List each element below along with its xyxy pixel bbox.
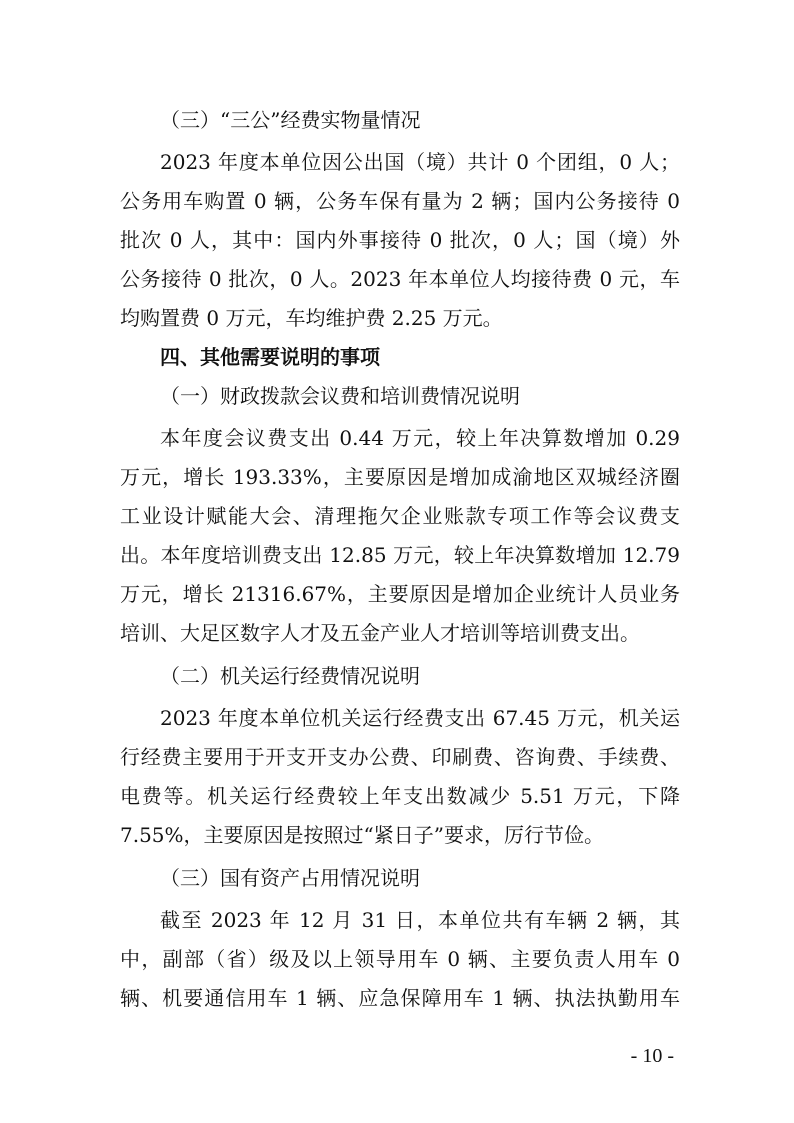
paragraph-line: 电费等。机关运行经费较上年支出数减少 5.51 万元，下降: [120, 784, 680, 808]
paragraph-line: 辆、机要通信用车 1 辆、应急保障用车 1 辆、执法执勤用车: [120, 986, 680, 1010]
paragraph-line: 7.55%，主要原因是按照过“紧日子”要求，厉行节俭。: [120, 823, 604, 847]
section-heading-sangong: （三）“三公”经费实物量情况: [160, 108, 421, 132]
paragraph-line: 行经费主要用于开支开支办公费、印刷费、咨询费、手续费、: [120, 745, 680, 769]
paragraph-line: 公务用车购置 0 辆，公务车保有量为 2 辆；国内公务接待 0: [120, 189, 680, 213]
paragraph-line: 均购置费 0 万元，车均维护费 2.25 万元。: [120, 306, 503, 330]
paragraph-line: 出。本年度培训费支出 12.85 万元，较上年决算数增加 12.79: [120, 543, 680, 567]
paragraph-line: 批次 0 人，其中：国内外事接待 0 批次，0 人；国（境）外: [120, 228, 680, 252]
paragraph-line: 公务接待 0 批次，0 人。2023 年本单位人均接待费 0 元，车: [120, 267, 680, 291]
section-heading-other-matters: 四、其他需要说明的事项: [160, 345, 380, 369]
paragraph-line: 截至 2023 年 12 月 31 日，本单位共有车辆 2 辆，其: [160, 908, 680, 932]
paragraph-line: 万元，增长 21316.67%，主要原因是增加企业统计人员业务: [120, 582, 680, 606]
page-number: - 10 -: [630, 1045, 674, 1067]
paragraph-line: 2023 年度本单位因公出国（境）共计 0 个团组，0 人；: [160, 150, 680, 174]
paragraph-line: 本年度会议费支出 0.44 万元，较上年决算数增加 0.29: [160, 426, 680, 450]
paragraph-line: 培训、大足区数字人才及五金产业人才培训等培训费支出。: [120, 621, 640, 645]
paragraph-line: 工业设计赋能大会、清理拖欠企业账款专项工作等会议费支: [120, 504, 680, 528]
subsection-heading-operating-costs: （二）机关运行经费情况说明: [160, 664, 420, 688]
paragraph-line: 万元，增长 193.33%，主要原因是增加成渝地区双城经济圈: [120, 465, 680, 489]
subsection-heading-meeting-training: （一）财政拨款会议费和培训费情况说明: [160, 384, 520, 408]
paragraph-line: 中，副部（省）级及以上领导用车 0 辆、主要负责人用车 0: [120, 947, 680, 971]
subsection-heading-state-assets: （三）国有资产占用情况说明: [160, 866, 420, 890]
paragraph-line: 2023 年度本单位机关运行经费支出 67.45 万元，机关运: [160, 706, 680, 730]
